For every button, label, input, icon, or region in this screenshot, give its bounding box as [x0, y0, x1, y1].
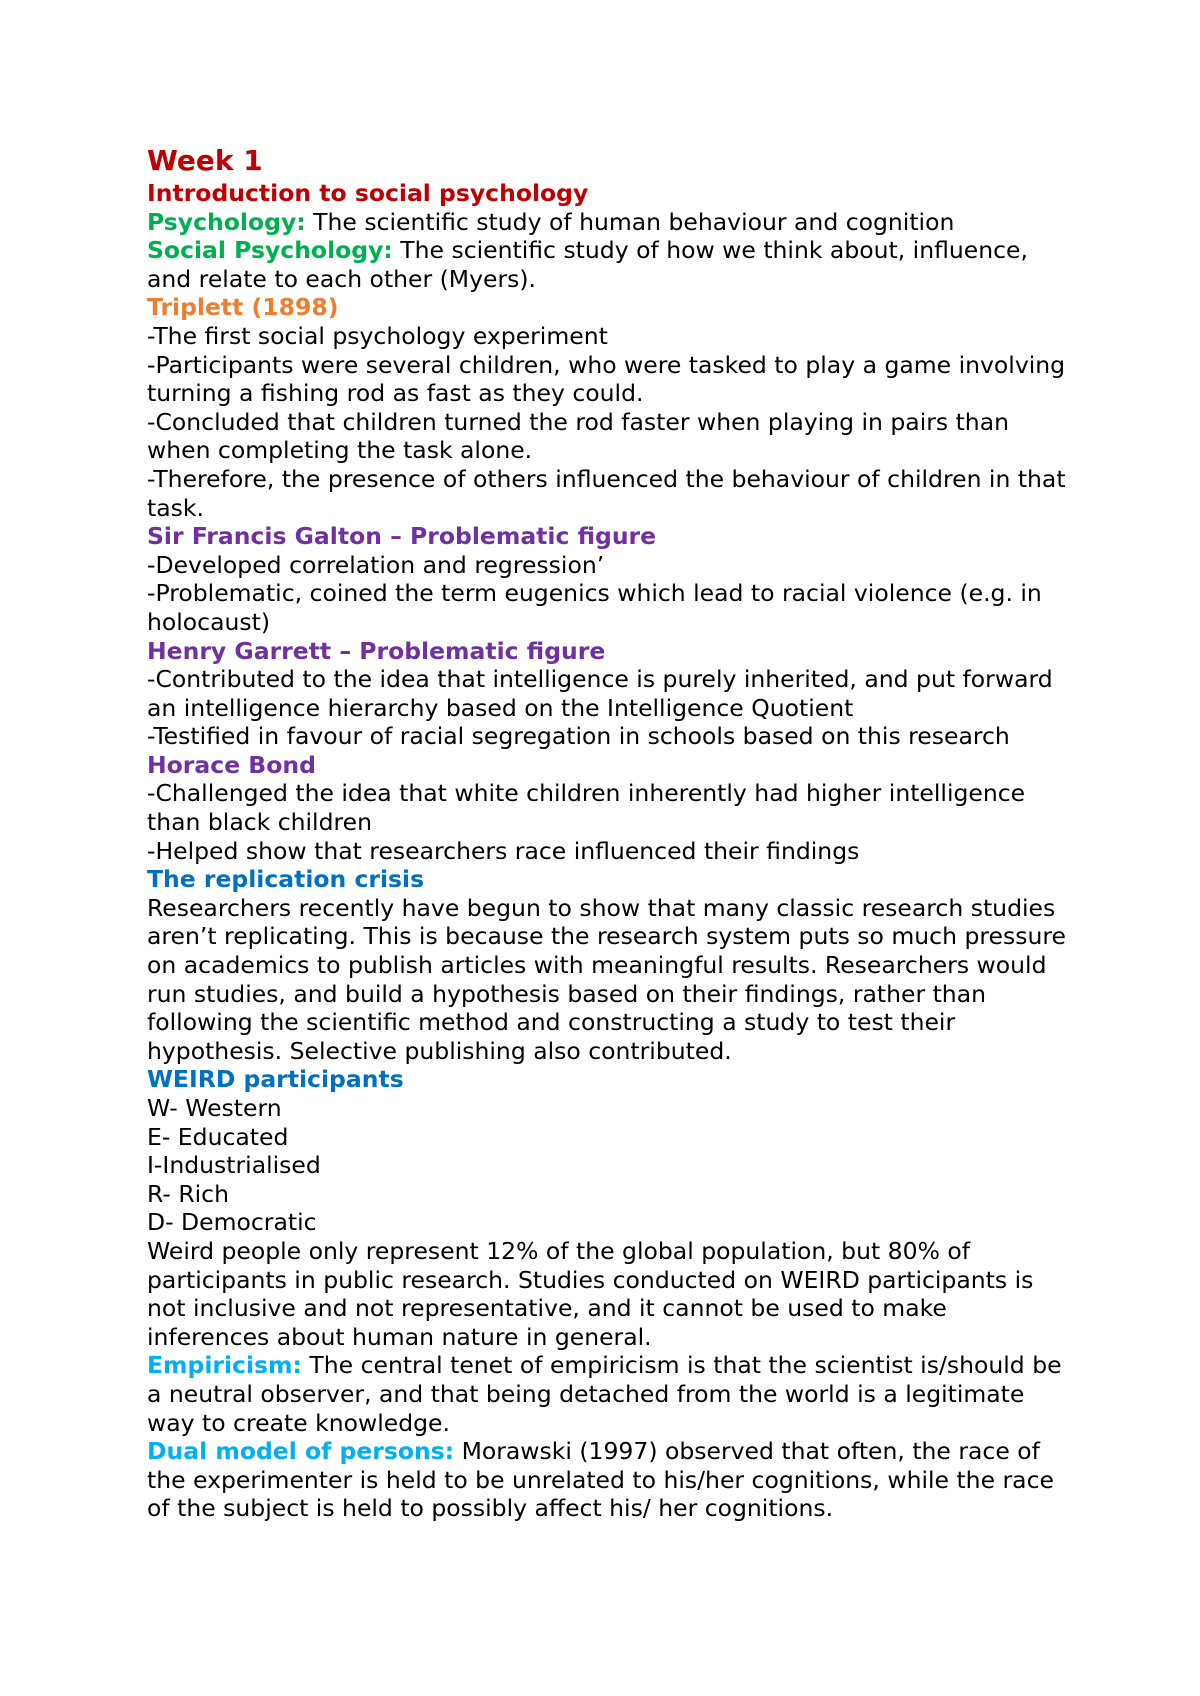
- triplett-point: -Concluded that children turned the rod faster when playing in pairs than when completing the task alone.: [147, 407, 1009, 465]
- empiricism-term: Empiricism:: [147, 1351, 302, 1380]
- psychology-def: The scientific study of human behaviour and cognition: [305, 207, 955, 236]
- weird-item: R- Rich: [147, 1179, 229, 1208]
- bond-point: -Helped show that researchers race influenced their findings: [147, 836, 860, 865]
- dual-model-definition: [147, 1437, 1072, 1523]
- weird-item: I-Industrialised: [147, 1151, 321, 1180]
- garrett-heading: Henry Garrett – Problematic figure: [147, 636, 606, 665]
- galton-point: -Problematic, coined the term eugenics which lead to racial violence (e.g. in holocaust): [147, 579, 1042, 636]
- triplett-point: -Participants were several children, who were tasked to play a game involving turning a fishing rod as fast as they could.: [147, 350, 1066, 408]
- triplett-point: -Therefore, the presence of others influenced the behaviour of children in that task.: [147, 464, 1066, 522]
- triplett-heading: Triplett (1898): [147, 293, 339, 322]
- dual-model-def: Morawski (1997) observed that often, the race of the experimenter is held to be unrelated to his/her cognitions, while the race of the subject is held to possibly affect his/ her cognitions.: [147, 1437, 1054, 1523]
- weird-heading: WEIRD participants: [147, 1065, 404, 1094]
- weird-item: D- Democratic: [147, 1208, 317, 1237]
- weird-item: E- Educated: [147, 1122, 289, 1151]
- psychology-definition: [147, 208, 1072, 237]
- empiricism-definition: [147, 1351, 1072, 1437]
- social-psychology-definition: [147, 236, 1072, 293]
- galton-point: -Developed correlation and regression’: [147, 550, 605, 579]
- document-body: [147, 143, 1072, 1523]
- empiricism-def: The central tenet of empiricism is that the scientist is/should be a neutral observer, and that being detached from the world is a legitimate way to create knowledge.: [147, 1351, 1062, 1437]
- triplett-point: -The first social psychology experiment: [147, 321, 608, 350]
- replication-paragraph: Researchers recently have begun to show that many classic research studies aren’t replicating. This is because the research system puts so much pressure on academics to publish articles with meaningful results. Researchers would run studies, and build a hypothesis based on their findings, rather than following the scientific method and constructing a study to test their hypothesis. Selective publishing also contributed.: [147, 893, 1066, 1065]
- galton-heading: Sir Francis Galton – Problematic figure: [147, 522, 657, 551]
- section-title: Introduction to social psychology: [147, 179, 589, 207]
- garrett-point: -Contributed to the idea that intelligence is purely inherited, and put forward an intelligence hierarchy based on the Intelligence Quotient: [147, 665, 1053, 722]
- bond-heading: Horace Bond: [147, 750, 316, 779]
- weird-item: W- Western: [147, 1094, 282, 1122]
- dual-model-term: Dual model of persons:: [147, 1437, 455, 1466]
- social-psychology-term: Social Psychology:: [147, 236, 393, 265]
- social-psychology-def: The scientific study of how we think about, influence, and relate to each other (Myers).: [147, 236, 1028, 293]
- weird-paragraph: Weird people only represent 12% of the global population, but 80% of participants in public research. Studies conducted on WEIRD participants is not inclusive and not representative, and it cannot be used to make inferences about human nature in general.: [147, 1236, 1034, 1351]
- psychology-term: Psychology:: [147, 207, 306, 236]
- week-title: Week 1: [147, 144, 263, 177]
- replication-heading: The replication crisis: [147, 865, 425, 894]
- garrett-point: -Testified in favour of racial segregation in schools based on this research: [147, 722, 1010, 751]
- bond-point: -Challenged the idea that white children inherently had higher intelligence than black children: [147, 779, 1026, 837]
